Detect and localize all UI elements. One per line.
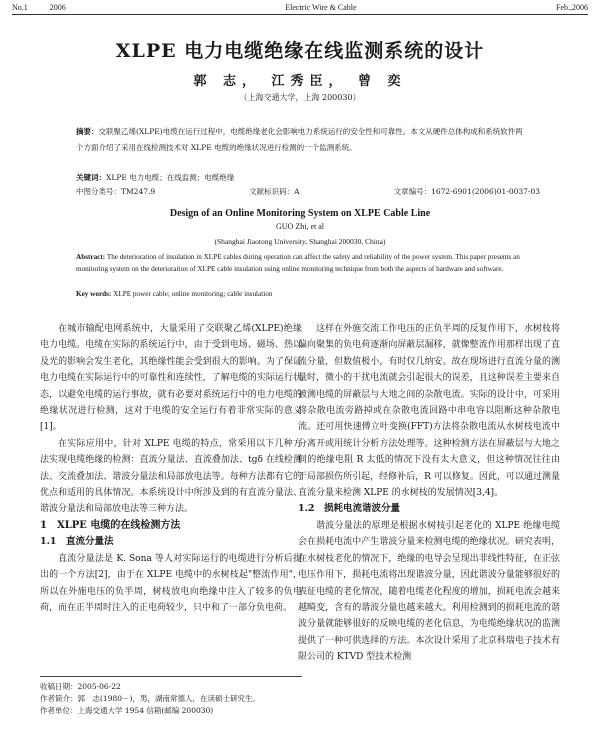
issue-year: 2006: [49, 2, 66, 12]
paper-title: XLPE 电力电缆绝缘在线监测系统的设计: [115, 40, 485, 62]
author-intro: 作者简介：郭 志(1980－)，男，湖南常德人，在读硕士研究生。: [40, 694, 260, 703]
running-header: [12, 0, 588, 15]
subsection-heading: 1.2 损耗电流谐波分量: [298, 503, 401, 515]
body-left-column: [40, 321, 302, 616]
english-author: GUO Zhi, et al: [276, 222, 324, 231]
english-affiliation: (Shanghai Jiaotong University, Shanghai 200030, China): [214, 237, 386, 246]
subsection-heading: 1.1 直流分量法: [40, 536, 114, 548]
work-unit: 作者单位：上海交通大学 1954 信箱(邮编 200030): [40, 706, 214, 715]
affiliation: （上海交通大学，上海 200030）: [239, 93, 361, 102]
keywords-cn-text: XLPE 电力电缆；在线监测；电缆绝缘: [106, 173, 235, 182]
authors: 郭 志， 江秀臣， 曾 奕: [193, 74, 407, 89]
english-abstract-text: The deterioration of insulation in XLPE cables during operation can affect the safety and reliability of the power system. This paper presents an monitoring system on the deterioration of XLPE cable insulation using online monitoring technique from both the aspects of hardware and software.: [76, 253, 520, 273]
english-keywords: [76, 290, 534, 298]
paragraph: 直流分量法是 K. Sona 等人对实际运行的电缆进行分析后提出的一个方法[2]，由于在 XLPE 电缆中的水树枝起"整流作用"，所以在外施电压的负半周，树枝放电向绝缘中注入了较多的负电荷，而在正半周时注入的正电荷较少，只中和了一部分负电荷。: [40, 553, 302, 613]
keywords-cn-label: 关键词：: [76, 173, 106, 182]
english-keywords-text: XLPE power cable; online monitoring; cable insulation: [113, 290, 273, 298]
english-abstract: [76, 252, 534, 275]
section-heading: 1 XLPE 电缆的在线检测方法: [40, 519, 181, 531]
classification-row: [76, 186, 540, 197]
paragraph: 在实际应用中，针对 XLPE 电缆的特点，常采用以下几种方法实现电缆绝缘的检测：直流分量法、直流叠加法、tgδ 在线检测法、交流叠加法、谐波分量法和局部放电法等。每种方法都有它的优点和适用的具体情况。本系统设计中所涉及到的有直流分量法、谐波分量法和局部放电法等三种方法。: [40, 438, 302, 515]
paragraph: 这样在外施交流工作电压的正负半周的反复作用下，水树枝将偏向聚集的负电荷逐渐向屏蔽层漏移，就像整流作用那样出现了直流分量，但数值极小，有时仅几纳安。故在现场进行直流分量的测量时，微小的干扰电流就会引起很大的误差，且这种误差主要来自被测电缆的屏蔽层与大地之间的杂散电流。实际的设计中，可采用将杂散电流旁路掉或在杂散电流回路中串电容以阻断这种杂散电流。还可用快速傅立叶变换(FFT)方法将杂散电流从水树枝电流中分离开或用统计分析方法处理等。这种检测方法在屏蔽层与大地之间的绝缘电阻 R 太低的情况下没有太大意义，但这种情况往往由于局部损伤所引起，经修补后，R 可以修复。因此，可以通过测量直流分量来检测 XLPE 的水树枝的发展情况[3,4]。: [298, 324, 560, 499]
paragraph: 在城市输配电网系统中，大量采用了交联聚乙烯(XLPE)绝缘电力电缆。电缆在实际的系统运行中，由于受到电场、磁场、热以及光的影响会发生老化，其绝缘性能会受到很大的影响。为了保证电力电缆在实际运行中的可靠性和连续性，了解电缆的实际运行状态，以避免电缆的运行事故，就有必要对系统运行中的电力电缆的绝缘状况进行检测，这对于电缆的安全运行有着非常实际的意义[1]。: [40, 324, 302, 433]
abstract-cn-text: 交联聚乙烯(XLPE)电缆在运行过程中，电缆绝缘老化会影响电力系统运行的安全性和可靠性。本文从硬件总体构成和系统软件两个方面介绍了采用在线检测技术对 XLPE 电缆的绝缘状况进行检测的一个监测系统。: [76, 127, 523, 152]
abstract-cn-label: 摘要：: [76, 127, 99, 136]
article-number: 文章编号：1672-6901(2006)01-0037-03: [393, 187, 540, 196]
clc-number: 中图分类号：TM247.9: [76, 187, 156, 196]
journal-name: Electric Wire & Cable: [285, 2, 357, 12]
english-abstract-label: Abstract:: [76, 253, 106, 261]
english-title: Design of an Online Monitoring System on XLPE Cable Line: [169, 208, 431, 219]
footnote: [40, 676, 302, 717]
abstract-cn: [76, 124, 524, 156]
keywords-cn: [76, 172, 524, 183]
paragraph: 谐波分量法的原理是根据水树枝引起老化的 XLPE 绝缘电缆会在损耗电流中产生谐波分量来检测电缆的绝缘状况。研究表明，在水树枝老化的情况下，绝缘的电导会呈现出非线性特征，在正弦电压作用下，损耗电流将出现谐波分量，因此谐波分量能够很好的表征电缆的老化情况，随着电缆老化程度的增加，损耗电流会越来越畸变，含有的谐波分量也越来越大。利用检测到的损耗电流的谐波分量就能够很好的反映电缆的老化信息，为电缆绝缘状况的监测提供了一种可供选择的方法。本次设计采用了北京科瑞电子技术有限公司的 KTVD 型技术检测: [298, 520, 560, 663]
body-right-column: [298, 321, 560, 666]
english-keywords-label: Key words:: [76, 290, 112, 298]
issue-date: Feb.,2006: [556, 2, 588, 12]
issue-number: No.1: [12, 2, 28, 12]
document-code: 文献标识码：A: [249, 187, 300, 196]
received-date: 收稿日期：2005-06-22: [40, 682, 121, 691]
